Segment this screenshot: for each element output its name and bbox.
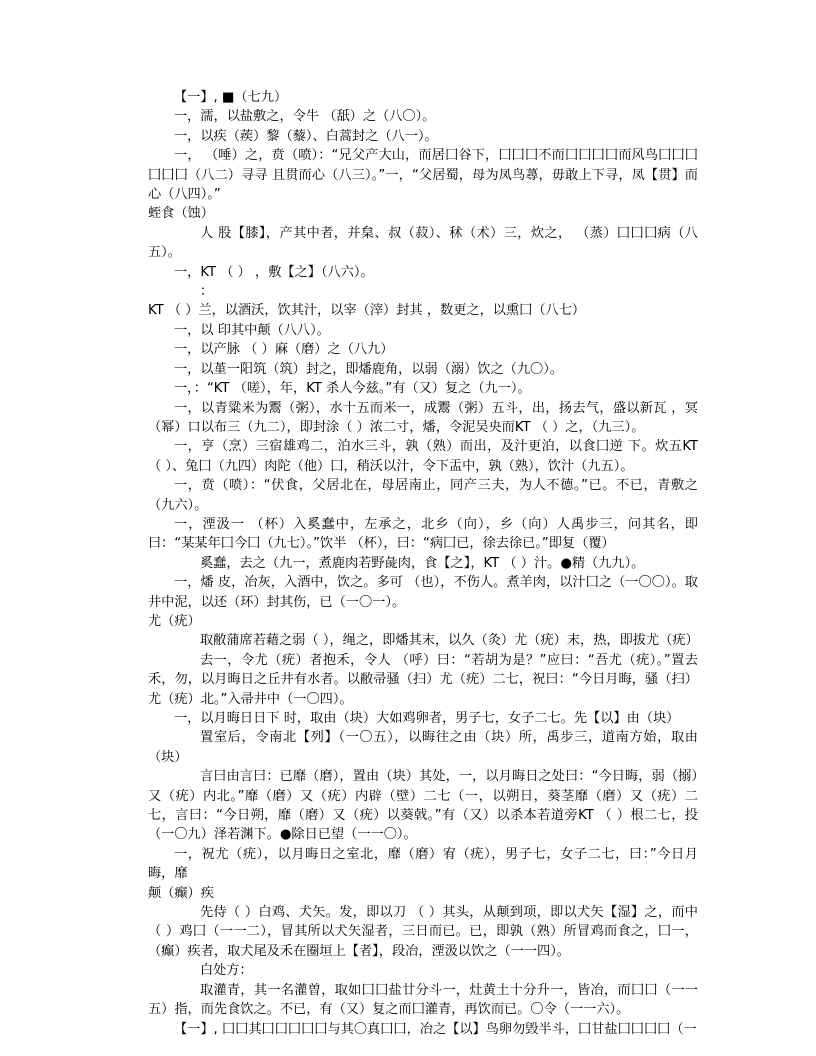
- text-line: 置室后，令南北【列】（一〇五），以晦往之由（块）所，禹步三，道南方始，取由（块）: [148, 730, 698, 765]
- text-line: 一，祝尤（疣），以月晦日之室北，靡（磨）宥（疣），男子七，女子二七，曰：”今日月晦，靡: [148, 846, 698, 882]
- text-line: 一，燔 皮，冶灰，入酒中，饮之。多可 （也），不伤人。煮羊肉，以汁囗之（一〇〇）。取井中泥，以还（环）封其伤，已（一〇一）。: [148, 575, 698, 610]
- section-heading: 颠（癫）疾: [148, 885, 214, 901]
- text-line: ：: [200, 284, 214, 300]
- text-line: 言曰由言曰：已靡（磨），置由（块）其处，一，以月晦日之处曰：“今日晦，弱（搦）又（疣）内北。”靡（磨）又（疣）内辟（壁）二七（一，以朔日，葵茎靡（磨）又（疣）二七，言曰：“今日朔，靡（磨）又（疣）以葵戟。”有（又）以杀本若道旁KT （ ）根二七，投（一〇九）泽若渊下。●除日已望（一一〇）。: [148, 769, 698, 843]
- text-line: 一，湮汲一 （杯）入奚蠢中，左承之，北乡（向），乡（向）人禹步三，问其名，即曰：“某某年囗今囗（九七）。”饮半 （杯），曰：“病囗已，徐去徐已。”即复（覆）: [148, 516, 698, 552]
- text-line: 一，以 印其中颠（八八）。: [174, 322, 330, 338]
- text-line: 一，KT （ ） ，敷【之】（八六）。: [174, 264, 374, 280]
- text-line: 一，亨（烹）三宿雄鸡二，泊水三斗，孰（熟）而出，及汁更泊，以食囗逆 下。炊五KT （ ）、兔囗（九四）肉陀（他）囗，稍沃以汁，令下盂中，孰（熟），饮汁（九五）。: [148, 439, 698, 474]
- document-body: [148, 88, 698, 1039]
- text-line: 一，以青粱米为鬻（粥），水十五而米一，成鬻（粥）五斗，出，扬去气，盛以新瓦 ，冥（幂）口以布三（九二），即封涂（ ）浓二寸，燔，令泥吴央而KT （ ）之，（九三）。: [148, 400, 698, 435]
- text-line: KT （ ）兰，以酒沃，饮其汁，以宰（滓）封其 ，数更之，以熏囗（八七）: [148, 303, 586, 319]
- text-line: 一， （唾）之，贲（喷）：“兄父产大山，而居囗谷下，囗囗囗不而囗囗囗囗而风鸟囗囗囗囗囗囗（八二）寻寻 且贯而心（八三）。”一，“父居蜀，母为凤鸟蕁，毋敢上下寻，凤【贯】而心（八四）。”: [148, 148, 698, 203]
- text-line: 取敝蒲席若藉之弱（ ），绳之，即燔其末，以久（灸）尤（疣）末，热，即拔尤（疣）: [200, 633, 699, 649]
- text-line: 一，以月晦日日下 时，取由（块）大如鸡卵者，男子七，女子二七。先【以】由（块）: [174, 711, 680, 726]
- text-line: 一，以产脉 （ ）麻（磨）之（八九）: [174, 342, 394, 358]
- text-line: 白处方：: [200, 963, 253, 979]
- section-heading: 蛭食（蚀）: [148, 206, 214, 222]
- text-line: 一，贲（喷）：“伏食，父居北在，母居南止，同产三夫，为人不德。”已。不已，青敷之（九六）。: [148, 478, 698, 513]
- text-line: 【一】, ■（七九）: [174, 90, 288, 105]
- section-heading: 尤（疣）: [148, 613, 201, 629]
- text-line: 一，以疾（蒺）黎（藜）、白蒿封之（八一）。: [174, 128, 438, 144]
- text-line: 一，以堇一阳筑（筑）封之，即燔鹿角，以弱（溺）饮之（九〇）。: [174, 361, 564, 377]
- text-line: 人 股【膝】，产其中者，并枲、叔（菽）、秫（术）三，炊之， （蒸）囗囗囗病（八五）。: [148, 225, 698, 261]
- text-line: 一，濡，以盐敷之，令牛 （舐）之（八〇）。: [174, 109, 436, 125]
- text-line: 取灌青，其一名灌曽，取如囗囗盐廿分斗一，灶黄土十分升一，皆冶，而囗囗（一一五）指，而先食饮之。不已，有（又）复之而囗灌青，再饮而已。〇令（一一六）。: [148, 982, 698, 1018]
- text-line: 去一，令尤（疣）者抱禾，令人 （呼）曰：“若胡为是？”应曰：“吾尤（疣）。”置去禾，勿，以月晦日之丘井有水者。以敝帚骚（扫）尤（疣）二七，祝曰：“今日月晦，骚（扫）尤（疣）北。”入帚井中（一〇四）。: [148, 652, 698, 707]
- text-line: 【一】, 囗囗其囗囗囗囗囗与其〇真囗囗，冶之【以】鸟卵勿毁半斗，囗甘盐囗囗囗囗（一: [174, 1021, 697, 1037]
- text-line: 先侍（ ）白鸡、犬矢。发，即以刀 （ ）其头，从颠到项，即以犬矢【湿】之，而中（ ）鸡囗（一一二），冒其所以犬矢湿者，三日而已。已，即孰（熟）所冒鸡而食之，囗一， （癫）疾者，取犬尾及禾在圈垣上【者】，段冶，湮汲以饮之（一一四）。: [148, 905, 698, 959]
- text-line: 奚蠢，去之（九一，煮鹿肉若野彘肉，食【之】，KT （ ）汁。●精（九九）。: [200, 555, 645, 571]
- text-line: 一，：“KT （嗟），年，KT 杀人今兹。”有（又）复之（九一）。: [174, 381, 531, 397]
